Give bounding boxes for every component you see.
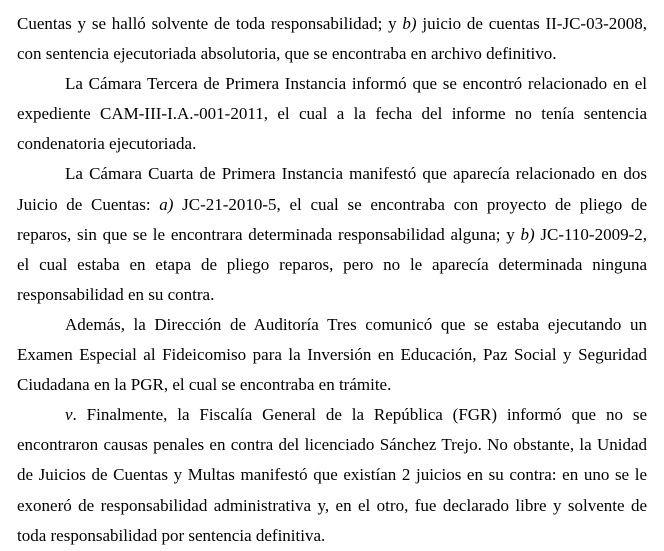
enumeration-marker: b) [402, 14, 417, 33]
paragraph-continuation [17, 9, 647, 69]
enumeration-marker: a) [159, 194, 174, 214]
paragraph-text: La Cámara Tercera de Primera Instancia informó que se encontró relacionado en el expediente CAM-III-I.A.-001-2011, el cual a la fecha del informe no tenía sentencia condenatoria ejecutoriada. [17, 74, 647, 154]
paragraph-camara-cuarta [17, 159, 647, 309]
paragraph-text: . Finalmente, la Fiscalía General de la República (FGR) informó que no se encontraron causas penales en contra del licenciado Sánchez Trejo. No obstante, la Unidad de Juicios de Cuentas y Multas manifestó que existían 2 juicios en su contra: en uno se le exoneró de responsabilidad administrativa y, en el otro, fue declarado libre y solvente de toda responsabilidad por sentencia definitiva. [17, 405, 647, 545]
section-marker: v [65, 405, 73, 425]
paragraph-text: Además, la Dirección de Auditoría Tres comunicó que se estaba ejecutando un Examen Especial al Fideicomiso para la Inversión en Educación, Paz Social y Seguridad Ciudadana en la PGR, el cual se encontraba en trámite. [17, 314, 647, 395]
paragraph-text: La Cámara Cuarta de Primera Instancia manifestó que aparecía relacionado en dos Juicio de Cuentas: [17, 164, 647, 214]
enumeration-marker: b) [520, 224, 535, 244]
paragraph-text: JC-110-2009-2, el cual estaba en etapa de pliego reparos, pero no le aparecía determinada ninguna responsabilidad en su contra. [17, 224, 647, 304]
paragraph-fiscalia [17, 400, 647, 550]
paragraph-text: Cuentas y se halló solvente de toda responsabilidad; y [17, 14, 403, 33]
paragraph-text: JC-21-2010-5, el cual se encontraba con proyecto de pliego de reparos, sin que se le encontrara determinada responsabilidad alguna; y [17, 194, 647, 244]
paragraph-camara-tercera [17, 69, 647, 159]
paragraph-auditoria [17, 310, 647, 400]
paragraph-text: juicio de cuentas II-JC-03-2008, con sentencia ejecutoriada absolutoria, que se encontraba en archivo definitivo. [17, 14, 647, 64]
